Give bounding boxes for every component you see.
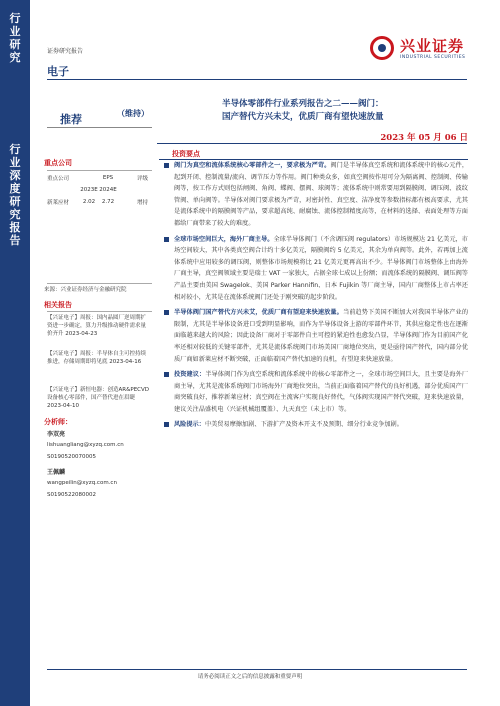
- main-content: [159, 160, 468, 435]
- table-subheader: 2023E 2024E: [80, 187, 117, 193]
- square-bullet-icon: [164, 372, 169, 377]
- companies-top-rule: [47, 170, 152, 171]
- logo-english: INDUSTRIAL SECURITIES: [400, 55, 466, 60]
- companies-heading: 重点公司: [44, 159, 72, 167]
- side-band-mid-text: 行业深度研究报告: [9, 143, 21, 247]
- report-type: 证券研究报告: [47, 48, 84, 55]
- analyst-2-name: 王佩麟: [47, 469, 66, 476]
- analyst-1-email[interactable]: lishuangliang@xyzq.com.cn: [47, 442, 124, 448]
- paragraph-1: 阀门为真空和流体系统核心零部件之一，要求极为严苛。阀门是半导体真空系统和流体系统中的核心元件，起到开闭、控制流量/流向、调节压力等作用。阀门种类众多，如真空阀按作用可分为隔离阀、控制阀、传输阀等，按工作方式则包括闸阀、角阀、蝶阀、摆阀、球阀等；流体系统中则常要用到隔膜阀、调压阀、波纹管阀、单向阀等。半导体对阀门要求极为严苛，对密封性、真空度、洁净度等参数指标都有极高要求，尤其是流体系统中的隔膜阀等产品，要求超高纯、耐腐蚀、流体控制精度高等，在材料的选择、表面处理等方面都给厂商带来了较大的难度。: [159, 160, 468, 230]
- logo-name: 兴业证券: [400, 37, 465, 55]
- companies-bottom-rule: [47, 283, 152, 284]
- brand-logo: [370, 30, 470, 70]
- logo-mark-icon: [370, 36, 394, 60]
- companies-table: [47, 172, 157, 208]
- table-header: 重点公司 EPS 评级: [47, 175, 148, 182]
- rating-label: 推荐: [60, 113, 82, 126]
- source-note: 来源：兴业证券经济与金融研究院: [44, 287, 127, 293]
- paragraph-3: 半导体阀门国产替代方兴未艾，优质厂商有望迎来快速放量。当前趋势下美国不断加大对我国半导体产业的限制，尤其是半导体设备进口受到明显影响，而作为半导体设备上游的零部件环节，其供应稳定性也在逐渐面临越来越大的风险；因此设备厂商对于零部件自主可控的紧迫性也愈发凸显，半导体阀门作为目前国产化率还相对较低的关键零部件，尤其是流体系统阀门市场美国厂商地位突出，更是亟待国产替代，国内部分优质厂商如新莱应材不断突破，正面临着国产替代加速的良机，有望迎来快速放量。: [159, 307, 468, 365]
- title-divider: [157, 143, 467, 144]
- paragraph-5: 风险提示：中美贸易摩擦加剧、下游扩产及资本开支不及预期、细分行业竞争加剧。: [159, 419, 468, 431]
- industry-label: 电子: [47, 65, 69, 78]
- square-bullet-icon: [164, 422, 169, 427]
- analyst-2-email[interactable]: wangpeilin@xyzq.com.cn: [47, 480, 117, 486]
- investment-highlights-heading: 投资要点: [172, 150, 200, 158]
- report-title-line1: 半导体零部件行业系列报告之二——阀门：: [222, 99, 384, 109]
- analyst-1-cert: S0190520070005: [47, 454, 96, 460]
- related-report-1[interactable]: 【兴证电子】周报：国内晶圆厂逆周期扩资进一步确定，算力升级推动硬件需求量价齐升 2023-04-23: [47, 315, 147, 337]
- footer-divider: [47, 669, 467, 670]
- related-rule: [47, 311, 152, 312]
- footer-disclaimer: 请务必阅读正文之后的信息披露和重要声明: [197, 674, 303, 680]
- report-title-line2: 国产替代方兴未艾，优质厂商有望快速放量: [222, 112, 384, 122]
- rating-divider: [47, 127, 152, 128]
- related-report-2[interactable]: 【兴证电子】周报：半导体自主可控持续推进，存储周期即将见底 2023-04-16: [47, 351, 147, 365]
- analyst-1-name: 李双亮: [47, 431, 66, 438]
- header-divider: [47, 79, 467, 80]
- report-date: 2023 年 05 月 06 日: [380, 133, 468, 143]
- paragraph-2: 全球市场空间巨大，海外厂商主导。全球半导体阀门（不含调压阀 regulators）市场规模达 21 亿美元，市场空间较大，其中各类真空阀合计约十多亿美元，隔膜阀约 5 亿美元，其余为单向阀等。此外，若再加上流体系统中应用较多的调压阀，则整体市场规模将比 21 亿美元更再高出不少。半导体阀门市场整体上由海外厂商主导，真空阀领域主要是瑞士 VAT 一家独大，占据全球七成以上份额；而流体系统的隔膜阀、调压阀等产品主要由美国 Swagelok、美国 Parker Hannifin、日本 Fujikin 等厂商主导，国内厂商整体上市占率还相对较小，尤其是在流体系统阀门还处于刚突破的起步阶段。: [159, 234, 468, 304]
- related-report-3[interactable]: 【兴证电子】新恒电器：创造AR&PECVD 设备核心零部件，国产替代进在眉睫 2023-04-10: [47, 387, 150, 409]
- paragraph-4: 投资建议：半导体阀门作为真空系统和流体系统中的核心零部件之一，全球市场空间巨大，且主要是海外厂商主导，尤其是流体系统阀门市场海外厂商地位突出，当前正面临着国产替代的良好机遇，部分优质国产厂商突破良好，推荐新莱应材；真空阀在主流客户实现良好替代，气体阀实现国产替代突破，迎来快速放量，建议关注晶盛机电（兴证机械组覆盖）、九天真空（未上市）等。: [159, 369, 468, 415]
- square-bullet-icon: [164, 237, 169, 242]
- analysts-heading: 分析师：: [44, 418, 72, 426]
- square-bullet-icon: [164, 310, 169, 315]
- rating-note: （维持）: [117, 109, 149, 118]
- square-bullet-icon: [164, 163, 169, 168]
- analyst-2-cert: S0190522080002: [47, 492, 96, 498]
- table-row: 新莱应材 2.02 2.72 增持: [47, 199, 148, 206]
- side-band-top-text: 行业研究: [9, 12, 21, 64]
- side-band: [0, 0, 30, 706]
- related-heading: 相关报告: [44, 301, 72, 309]
